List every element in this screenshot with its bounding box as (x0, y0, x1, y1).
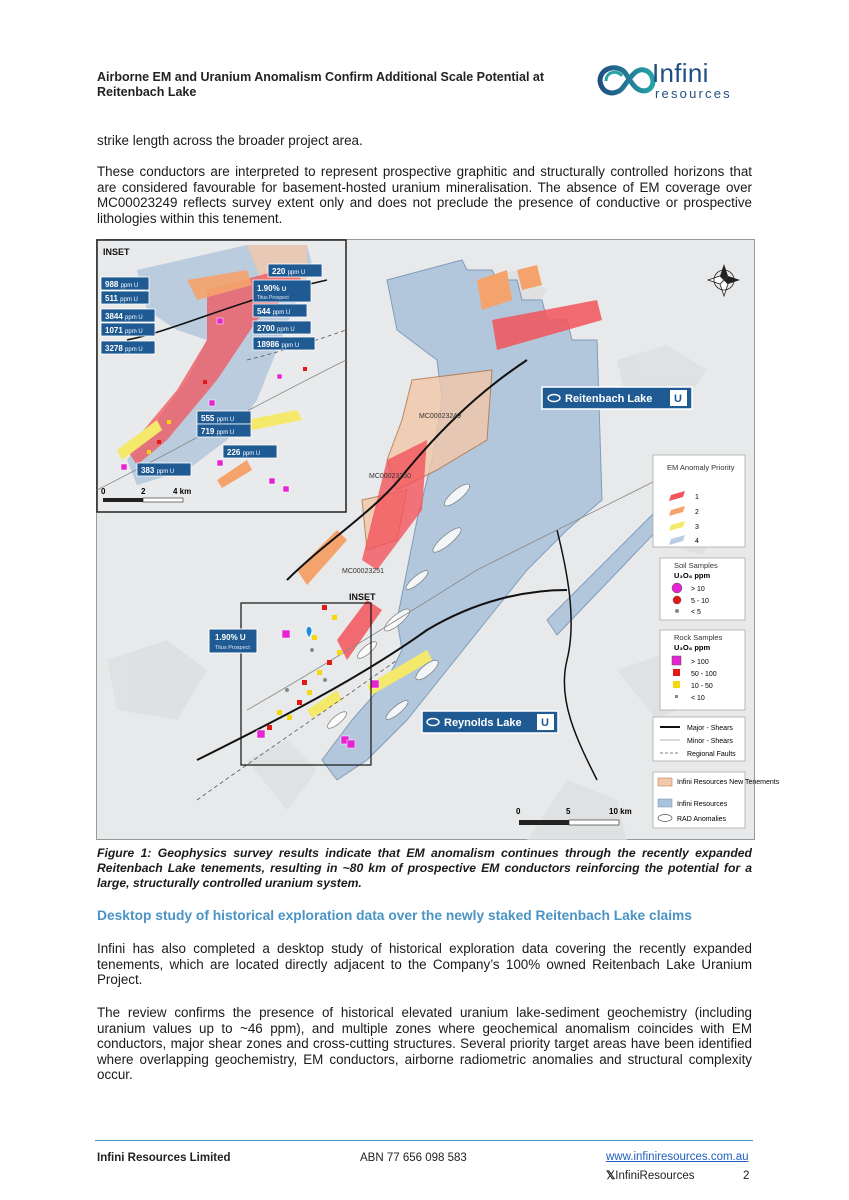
svg-text:3: 3 (695, 524, 699, 531)
svg-text:U: U (674, 393, 682, 405)
svg-text:Infini Resources: Infini Resources (677, 801, 728, 808)
svg-text:50 - 100: 50 - 100 (691, 671, 717, 678)
svg-text:Titus Prospect: Titus Prospect (257, 295, 289, 301)
svg-text:511 ppm U: 511 ppm U (105, 294, 138, 303)
tenement-label-1: MC00023249 (419, 413, 462, 420)
main-inset-label: INSET (349, 592, 376, 602)
svg-text:2: 2 (695, 509, 699, 516)
geophysics-map-figure (96, 239, 780, 840)
svg-text:Regional Faults: Regional Faults (687, 751, 736, 758)
svg-text:4 km: 4 km (173, 487, 192, 496)
svg-text:> 100: > 100 (691, 659, 709, 666)
logo-subtitle: resources (655, 86, 732, 101)
footer-divider (95, 1140, 753, 1141)
svg-text:988 ppm U: 988 ppm U (105, 280, 139, 289)
svg-text:226 ppm U: 226 ppm U (227, 448, 261, 457)
svg-text:555 ppm U: 555 ppm U (201, 414, 235, 423)
svg-text:< 10: < 10 (691, 695, 705, 702)
svg-text:U: U (541, 717, 549, 729)
svg-text:3844 ppm U: 3844 ppm U (105, 312, 143, 321)
svg-text:Rock Samples: Rock Samples (674, 633, 723, 642)
footer-x-handle[interactable]: 𝕏InfiniResources (606, 1170, 695, 1182)
svg-text:> 10: > 10 (691, 586, 705, 593)
paragraph-3: Infini has also completed a desktop study of historical exploration data covering the recently expanded tenements, which are located directly adjacent to the Company’s 100% owned Reitenbach Lake Uranium Project. (97, 941, 752, 988)
map-svg (97, 240, 780, 839)
svg-text:EM Anomaly Priority: EM Anomaly Priority (667, 463, 735, 472)
svg-text:544 ppm U: 544 ppm U (257, 307, 291, 316)
map-legend (653, 455, 780, 828)
svg-text:4: 4 (695, 538, 699, 545)
footer-website-link[interactable]: www.infiniresources.com.au (606, 1151, 749, 1163)
svg-text:U₃O₈ ppm: U₃O₈ ppm (674, 643, 711, 652)
svg-text:18986 ppm U: 18986 ppm U (257, 340, 300, 349)
svg-text:1.90% U: 1.90% U (215, 633, 246, 642)
svg-text:10 km: 10 km (609, 807, 632, 816)
paragraph-4: The review confirms the presence of historical elevated uranium lake-sediment geochemistry (including uranium values up to ~46 ppm), and multiple zones where geochemical anomalism coincides with EM conductors, major shear zones and cross-cutting structures. Several priority target areas have been identified where overlapping geochemistry, EM conductors, airborne radiometric anomalies and structural complexity occur. (97, 1005, 752, 1083)
svg-text:1071 ppm U: 1071 ppm U (105, 326, 143, 335)
tenement-label-2: MC00023250 (369, 473, 412, 480)
svg-text:383 ppm U: 383 ppm U (141, 466, 175, 475)
svg-text:0: 0 (101, 487, 106, 496)
reynolds-lake-badge (422, 711, 558, 733)
reitenbach-lake-badge (542, 387, 692, 409)
svg-text:5: 5 (566, 807, 571, 816)
svg-text:RAD Anomalies: RAD Anomalies (677, 816, 727, 823)
footer-company: Infini Resources Limited (97, 1152, 231, 1164)
figure-caption: Figure 1: Geophysics survey results indicate that EM anomalism continues through the recently expanded Reitenbach Lake tenements, resulting in ~80 km of prospective EM conductors reinforcing the potential for a large, structurally controlled uranium system. (97, 846, 752, 891)
svg-text:2: 2 (141, 487, 146, 496)
svg-text:2700 ppm U: 2700 ppm U (257, 324, 295, 333)
svg-text:10 - 50: 10 - 50 (691, 683, 713, 690)
page-number: 2 (743, 1170, 750, 1182)
paragraph-1: strike length across the broader project area. (97, 133, 363, 148)
svg-text:3278 ppm U: 3278 ppm U (105, 344, 143, 353)
document-header-title: Airborne EM and Uranium Anomalism Confirm Additional Scale Potential at Reitenbach Lake (97, 70, 545, 99)
svg-text:U₃O₈ ppm: U₃O₈ ppm (674, 571, 711, 580)
svg-text:Major - Shears: Major - Shears (687, 725, 733, 732)
tenement-label-3: MC00023251 (342, 568, 385, 575)
svg-text:INSET: INSET (103, 247, 130, 257)
svg-text:Reynolds Lake: Reynolds Lake (444, 717, 522, 729)
logo-wordmark: Infini (652, 58, 709, 88)
svg-text:Reitenbach Lake: Reitenbach Lake (565, 393, 653, 405)
svg-text:719 ppm U: 719 ppm U (201, 427, 235, 436)
svg-text:1.90% U: 1.90% U (257, 284, 287, 293)
section-heading: Desktop study of historical exploration data over the newly staked Reitenbach Lake claims (97, 908, 692, 923)
svg-text:Soil Samples: Soil Samples (674, 561, 718, 570)
svg-text:0: 0 (516, 807, 521, 816)
x-logo-icon: 𝕏 (606, 1170, 616, 1182)
svg-text:Infini Resources New Tenements: Infini Resources New Tenements (677, 779, 780, 786)
svg-text:5 - 10: 5 - 10 (691, 598, 709, 605)
svg-text:< 5: < 5 (691, 609, 701, 616)
svg-text:220 ppm U: 220 ppm U (272, 267, 306, 276)
paragraph-2: These conductors are interpreted to represent prospective graphitic and structurally controlled horizons that are considered favourable for basement-hosted uranium mineralisation. The absence of EM coverage over MC00023249 reflects survey extent only and does not preclude the presence of conductive or prospective lithologies within this tenement. (97, 164, 752, 226)
svg-text:Minor - Shears: Minor - Shears (687, 738, 733, 745)
svg-text:1: 1 (695, 494, 699, 501)
svg-text:Titus Prospect: Titus Prospect (215, 645, 250, 651)
footer-abn: ABN 77 656 098 583 (360, 1152, 467, 1164)
